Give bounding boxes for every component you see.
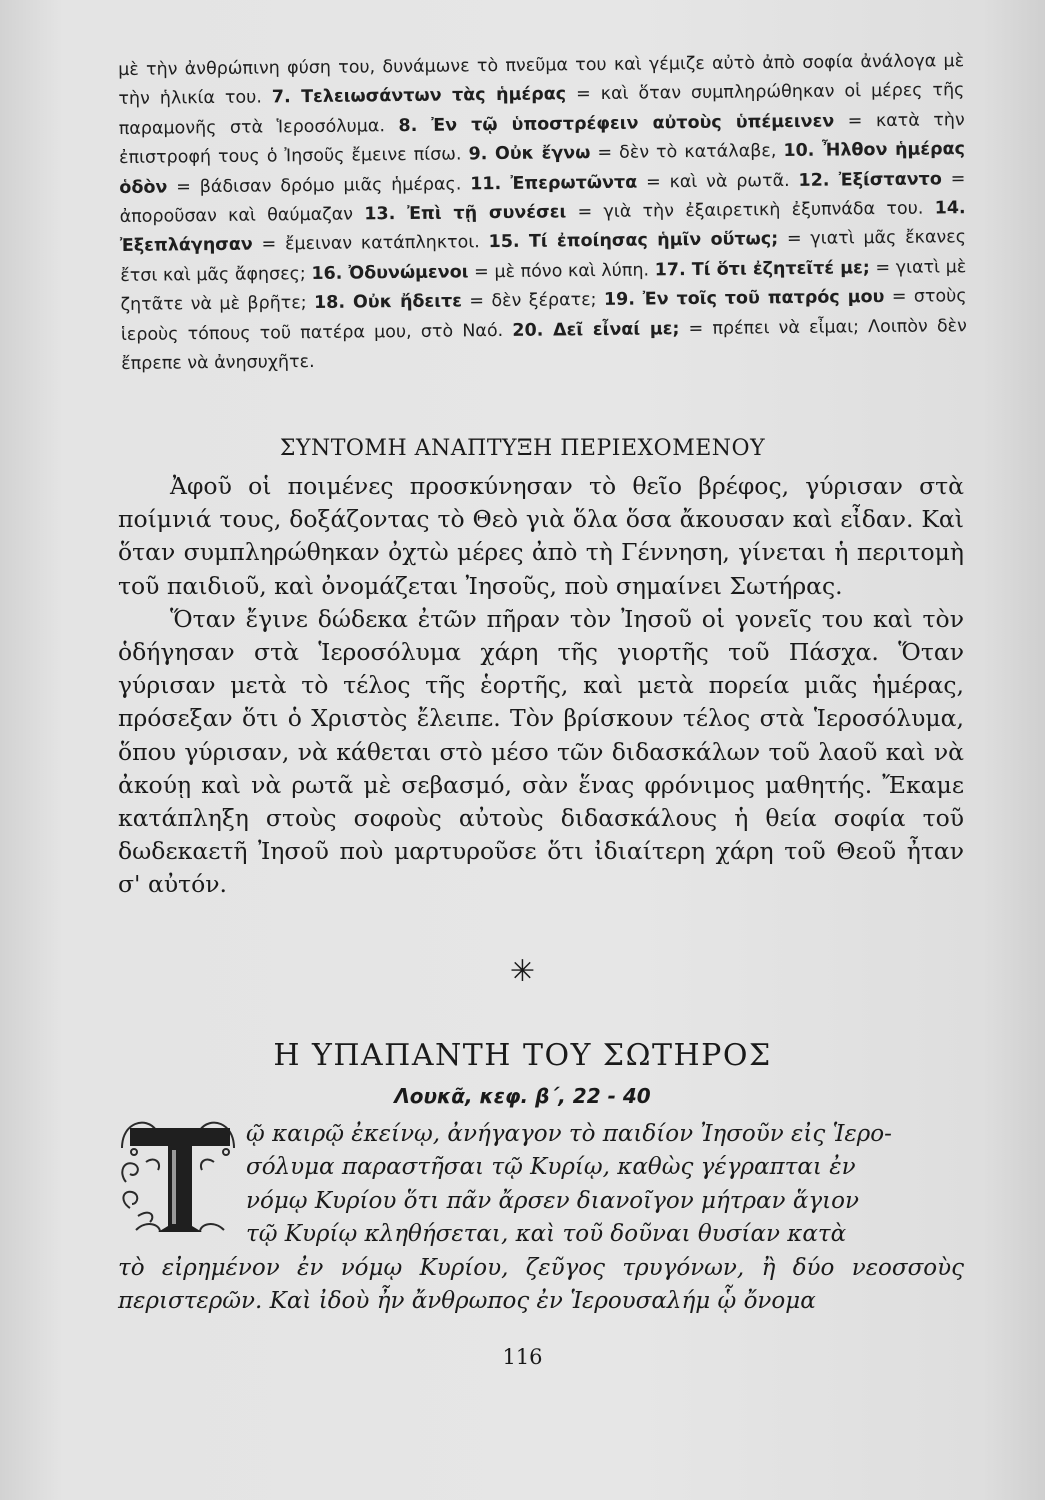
note-11-definition: = καὶ νὰ ρωτᾶ. [637,170,799,193]
note-9-term: 9. Οὐκ ἔγνω [468,143,591,165]
note-10-definition: = βάδισαν δρόμο μιᾶς ἡμέρας. [167,173,471,198]
note-20-term: 20. Δεῖ εἶναί με; [512,318,680,341]
note-11-term: 11. Ἐπερωτῶντα [470,172,638,194]
scripture-line-3: νόμῳ Κυρίου ὅτι πᾶν ἄρσεν διανοῖγον μήτραν ἅγιον [246,1187,859,1214]
note-18-term: 18. Οὐκ ἤδειτε [313,291,463,314]
section-title: ΣΥΝΤΟΜΗ ΑΝΑΠΤΥΞΗ ΠΕΡΙΕΧΟΜΕΝΟΥ [279,436,766,461]
scripture-reference: Λουκᾶ, κεφ. β΄, 22 - 40 [394,1084,651,1108]
note-10-term: 10. Ἦλθον ἡμέρας ὁδὸν [119,139,966,198]
scripture-line-4: τῷ Κυρίῳ κληθήσεται, καὶ τοῦ δοῦναι θυσίαν κατὰ [246,1221,847,1248]
chapter-title: Η ΥΠΑΠΑΝΤΗ ΤΟΥ ΣΩΤΗΡΟΣ [273,1038,772,1073]
note-8-definition: = κατὰ τὴν ἐπιστροφή τους ὁ Ἰησοῦς ἔμεινε πίσω. [118,109,965,169]
summary-paragraph-1: Ἀφοῦ οἱ ποιμένες προσκύνησαν τὸ θεῖο βρέφος, γύρισαν στὰ ποίμνιά τους, δοξάζοντας τὸ Θεὸ γιὰ ὅλα ὅσα ἄκουσαν καὶ εἶδαν. Καὶ ὅταν συμπληρώθηκαν ὀχτὼ μέρες ἀπὸ τὴ Γέννηση, γίνεται ἡ περιτομὴ τοῦ παιδιοῦ, καὶ ὀνομάζεται Ἰησοῦς, ποὺ σημαίνει Σωτήρας. [118,472,964,600]
note-19-term: 19. Ἐν τοῖς τοῦ πατρός μου [603,287,885,311]
note-13-term: 13. Ἐπὶ τῇ συνέσει [364,202,567,225]
note-12-term: 12. Ἐξίσταντο [798,169,942,191]
scripture-line-1: ῷ καιρῷ ἐκείνῳ, ἀνήγαγον τὸ παιδίον Ἰησοῦν εἰς Ἱερο- [246,1121,892,1147]
note-12-definition: = ἀποροῦσαν καὶ θαύμαζαν [119,168,966,228]
note-15-definition: = γιατὶ μᾶς ἔκανες ἔτσι καὶ μᾶς ἄφησες; [120,227,967,286]
note-14-term: 14. Ἐξεπλάγησαν [119,198,966,257]
scripture-continuation: τὸ εἰρημένον ἐν νόμῳ Κυρίου, ζεῦγος τρυγόνων, ἢ δύο νεοσσοὺς περιστερῶν. Καὶ ἰδοὺ ἦν ἄνθρωπος ἐν Ἱερουσαλήμ ᾧ ὄνομα [118,1254,964,1315]
scripture-line-2: σόλυμα παραστῆσαι τῷ Κυρίῳ, καθὼς γέγραπται ἐν [246,1154,856,1181]
note-7-definition: = καὶ ὅταν συμπληρώθηκαν οἱ μέρες τῆς παραμονῆς στὰ Ἱεροσόλυμα. [118,80,965,139]
note-18-definition: = δὲν ξέρατε; [461,290,605,312]
note-7-term: 7. Τελειωσάντων τὰς ἡμέρας [271,84,567,108]
note-8-term: 8. Ἐν τῷ ὑποστρέφειν αὐτοὺς ὑπέμεινεν [398,111,835,136]
note-9-definition: = δὲν τὸ κατάλαβε, [590,141,784,164]
note-14-definition: = ἔμειναν κατάπληκτοι. [252,232,489,256]
note-15-term: 15. Τί ἐποίησας ἡμῖν οὕτως; [488,229,779,253]
note-19-definition: = στοὺς ἱεροὺς τόπους τοῦ πατέρα μου, στὸ Ναό. [120,286,967,345]
page-number: 116 [502,1345,543,1369]
summary-paragraph-2: Ὅταν ἔγινε δώδεκα ἐτῶν πῆραν τὸν Ἰησοῦ οἱ γονεῖς του καὶ τὸν ὁδήγησαν στὰ Ἱεροσόλυμα χάρη τῆς γιορτῆς τοῦ Πάσχα. Ὅταν γύρισαν μετὰ τὸ τέλος τῆς ἑορτῆς, καὶ μετὰ πορεία μιᾶς ἡμέρας, πρόσεξαν ὅτι ὁ Χριστὸς ἔλειπε. Τὸν βρίσκουν τέλος στὰ Ἱεροσόλυμα, ὅπου γύρισαν, νὰ κάθεται στὸ μέσο τῶν διδασκάλων τοῦ λαοῦ καὶ νὰ ἀκούῃ καὶ νὰ ρωτᾶ μὲ σεβασμό, σὰν ἕνας φρόνιμος μαθητής. Ἔκαμε κατάπληξη στοὺς σοφοὺς αὐτοὺς διδασκάλους ἡ θεία σοφία τοῦ δωδεκαετῆ Ἰησοῦ ποὺ μαρτυροῦσε ὅτι ἰδιαίτερη χάρη τοῦ Θεοῦ ἦταν σ' αὐτόν. [118,604,964,899]
note-17-definition: = γιατὶ μὲ ζητᾶτε νὰ μὲ βρῆτε; [120,256,967,316]
notes-intro: μὲ τὴν ἀνθρώπινη φύση του, δυνάμωνε τὸ πνεῦμα του καὶ γέμιζε αὐτὸ ἀπὸ σοφία ἀνάλογα μὲ τὴν ἡλικία του. [118,51,965,110]
note-16-definition: = μὲ πόνο καὶ λύπη. [468,260,655,283]
asterisk-separator: ✳ [509,954,536,989]
note-16-term: 16. Ὀδυνώμενοι [311,262,469,284]
note-13-definition: = γιὰ τὴν ἐξαιρετικὴ ἐξυπνάδα του. [566,198,935,223]
note-20-definition: = πρέπει νὰ εἶμαι; Λοιπὸν δὲν ἔπρεπε νὰ ἀνησυχῆτε. [121,315,967,375]
glossary-notes [118,47,967,379]
note-17-term: 17. Τί ὅτι ἐζητεῖτέ με; [654,257,870,281]
summary-body [118,470,964,902]
scripture-text [118,1118,964,1318]
